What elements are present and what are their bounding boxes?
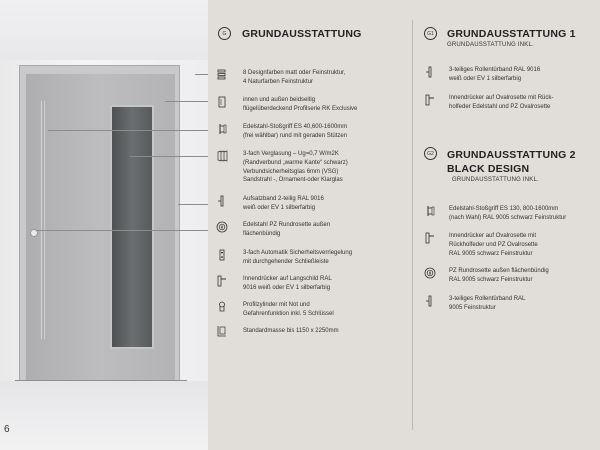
spec-text: Edelstahl PZ Rundrosette außen flächenbündig bbox=[243, 222, 331, 237]
lever-handle-icon bbox=[216, 275, 228, 287]
page-number: 6 bbox=[4, 424, 10, 435]
section-subtitle: GRUNDAUSSTATTUNG INKL. bbox=[452, 177, 539, 183]
lever-handle-icon bbox=[424, 232, 436, 244]
lock-icon bbox=[216, 249, 228, 261]
wall bbox=[0, 0, 208, 60]
section-badge-g1: G1 bbox=[424, 27, 437, 40]
spec-text: 3-teiliges Rollentürband RAL 9016 weiß oder EV 1 silberfarbig bbox=[449, 67, 541, 82]
spec-text: Innendrücker auf Ovalrosette mit Rückholfeder und PZ Ovalrosette RAL 9005 schwarz Feinstruktur bbox=[449, 233, 538, 257]
floor bbox=[0, 381, 208, 450]
bar-handle-icon bbox=[216, 123, 228, 135]
glazing-icon bbox=[216, 150, 228, 162]
cylinder-icon bbox=[216, 301, 228, 313]
leader-line bbox=[165, 101, 213, 102]
spec-text: innen und außen beidseitig flügelüberdeckend Profilserie RK Exclusive bbox=[243, 97, 358, 112]
spec-text: Aufsatzband 2-teilig RAL 9016 weiß oder EV 1 silberfarbig bbox=[243, 196, 324, 211]
door-glass bbox=[110, 105, 154, 349]
bar-handle-icon bbox=[424, 205, 436, 217]
leader-line bbox=[36, 230, 213, 231]
spec-text: 3-fach Automatik Sicherheitsverriegelung mit durchgehender Schließleiste bbox=[243, 250, 353, 265]
door-panel-icon bbox=[216, 96, 228, 108]
section-title: GRUNDAUSSTATTUNG 2 BLACK DESIGN bbox=[447, 149, 576, 175]
section-badge-g: G bbox=[218, 27, 231, 40]
hinge-icon bbox=[216, 195, 228, 207]
door-photo bbox=[0, 0, 208, 450]
spec-text: Innendrücker auf Ovalrosette mit Rück- holfeder Edelstahl und PZ Ovalrosette bbox=[449, 95, 554, 110]
spec-text: 8 Designfarben matt oder Feinstruktur, 4 Naturfarben Feinstruktur bbox=[243, 70, 346, 85]
hinge-icon bbox=[424, 295, 436, 307]
rosette-icon bbox=[216, 221, 228, 233]
section-subtitle: GRUNDAUSSTATTUNG INKL. bbox=[447, 42, 534, 48]
section-title: GRUNDAUSSTATTUNG bbox=[242, 28, 362, 40]
spec-text: Innendrücker auf Langschild RAL 9016 weiß oder EV 1 silberfarbig bbox=[243, 276, 332, 291]
section-title: GRUNDAUSSTATTUNG 1 bbox=[447, 28, 576, 40]
door-bar-handle bbox=[41, 100, 45, 340]
lever-handle-icon bbox=[424, 94, 436, 106]
spec-text: Edelstahl-Stoßgriff ES 130, 800-1600mm (nach Wahl) RAL 9005 schwarz Feinstruktur bbox=[449, 206, 567, 221]
leader-line bbox=[130, 156, 213, 157]
rosette-icon bbox=[424, 267, 436, 279]
spec-text: Standardmasse bis 1150 x 2250mm bbox=[243, 328, 339, 334]
spec-text: Profilzylinder mit Not und Gefahrenfunktion inkl. 5 Schlüssel bbox=[243, 302, 334, 317]
color-palette-icon bbox=[216, 69, 228, 81]
leader-line bbox=[48, 130, 213, 131]
section-badge-g2: G2 bbox=[424, 147, 437, 160]
hinge-icon bbox=[424, 66, 436, 78]
column-divider bbox=[412, 20, 413, 430]
spec-text: 3-fach Verglasung – Ug=0,7 W/m2K (Randverbund „warme Kante“ schwarz) Verbundsicherheitsglas 6mm (VSG) Sandstrahl -, Ornament-oder Klarglas bbox=[243, 151, 348, 184]
spec-text: PZ Rundrosette außen flächenbündig RAL 9005 schwarz Feinstruktur bbox=[449, 268, 549, 283]
spec-text: Edelstahl-Stoßgriff ES 40,600-1600mm (frei wählbar) rund mit geraden Stützen bbox=[243, 124, 348, 139]
dimensions-icon bbox=[216, 325, 228, 337]
spec-text: 3-teiliges Rollentürband RAL 9005 Feinstruktur bbox=[449, 296, 526, 311]
